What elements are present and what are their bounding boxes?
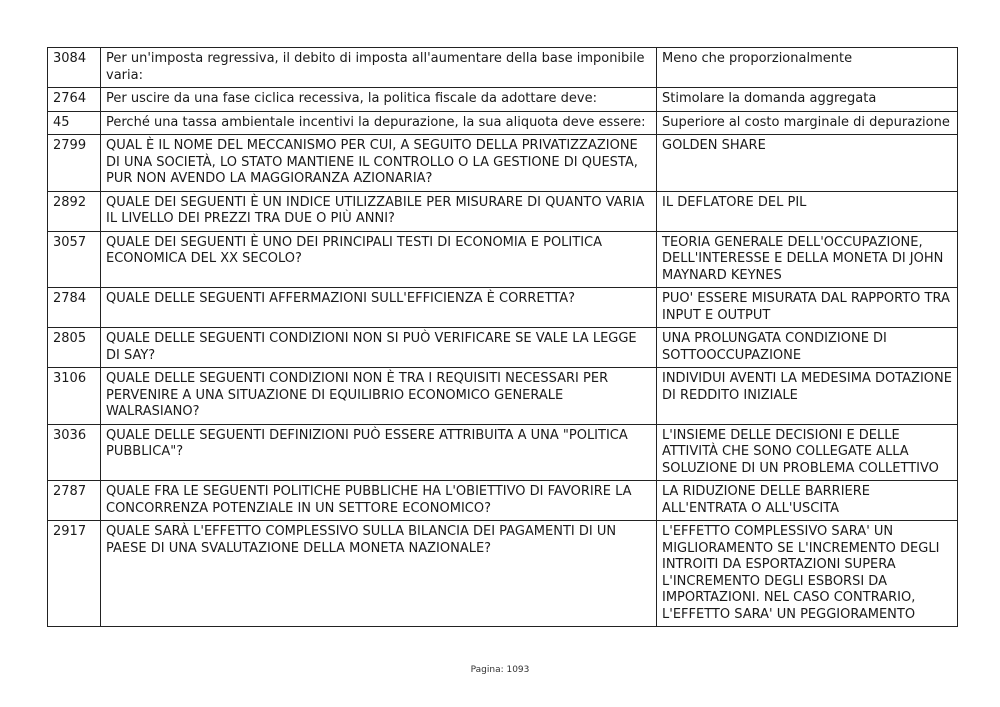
row-answer: GOLDEN SHARE [657,135,958,192]
row-id: 2917 [48,521,101,627]
row-answer: IL DEFLATORE DEL PIL [657,191,958,231]
row-answer: TEORIA GENERALE DELL'OCCUPAZIONE, DELL'INTERESSE E DELLA MONETA DI JOHN MAYNARD KEYNES [657,231,958,288]
table-row [48,48,958,88]
row-answer: PUO' ESSERE MISURATA DAL RAPPORTO TRA INPUT E OUTPUT [657,288,958,328]
row-question: Perché una tassa ambientale incentivi la depurazione, la sua aliquota deve essere: [101,111,657,135]
row-answer: LA RIDUZIONE DELLE BARRIERE ALL'ENTRATA O ALL'USCITA [657,481,958,521]
row-answer: Stimolare la domanda aggregata [657,88,958,112]
row-question: QUALE DELLE SEGUENTI AFFERMAZIONI SULL'EFFICIENZA È CORRETTA? [101,288,657,328]
row-id: 3084 [48,48,101,88]
table-row [48,328,958,368]
row-question: QUALE DELLE SEGUENTI CONDIZIONI NON È TRA I REQUISITI NECESSARI PER PERVENIRE A UNA SITUAZIONE DI EQUILIBRIO ECONOMICO GENERALE WALRASIANO? [101,368,657,425]
questions-table [47,47,958,627]
row-answer: Meno che proporzionalmente [657,48,958,88]
row-answer: Superiore al costo marginale di depurazione [657,111,958,135]
row-id: 3036 [48,424,101,481]
table-row [48,231,958,288]
row-question: QUALE DEI SEGUENTI È UN INDICE UTILIZZABILE PER MISURARE DI QUANTO VARIA IL LIVELLO DEI PREZZI TRA DUE O PIÙ ANNI? [101,191,657,231]
row-id: 3057 [48,231,101,288]
row-id: 3106 [48,368,101,425]
row-question: QUALE SARÀ L'EFFETTO COMPLESSIVO SULLA BILANCIA DEI PAGAMENTI DI UN PAESE DI UNA SVALUTAZIONE DELLA MONETA NAZIONALE? [101,521,657,627]
row-question: QUALE DEI SEGUENTI È UNO DEI PRINCIPALI TESTI DI ECONOMIA E POLITICA ECONOMICA DEL XX SECOLO? [101,231,657,288]
table-row [48,521,958,627]
row-id: 45 [48,111,101,135]
row-id: 2799 [48,135,101,192]
table-row [48,481,958,521]
row-id: 2784 [48,288,101,328]
row-question: Per un'imposta regressiva, il debito di imposta all'aumentare della base imponibile varia: [101,48,657,88]
table-row [48,111,958,135]
table-row [48,135,958,192]
row-answer: UNA PROLUNGATA CONDIZIONE DI SOTTOOCCUPAZIONE [657,328,958,368]
table-row [48,368,958,425]
row-question: Per uscire da una fase ciclica recessiva, la politica fiscale da adottare deve: [101,88,657,112]
row-question: QUALE DELLE SEGUENTI CONDIZIONI NON SI PUÒ VERIFICARE SE VALE LA LEGGE DI SAY? [101,328,657,368]
row-question: QUAL È IL NOME DEL MECCANISMO PER CUI, A SEGUITO DELLA PRIVATIZZAZIONE DI UNA SOCIETÀ, LO STATO MANTIENE IL CONTROLLO O LA GESTIONE DI QUESTA, PUR NON AVENDO LA MAGGIORANZA AZIONARIA? [101,135,657,192]
page-number: Pagina: 1093 [470,665,530,675]
row-id: 2787 [48,481,101,521]
table-row [48,88,958,112]
row-id: 2892 [48,191,101,231]
row-id: 2764 [48,88,101,112]
table-row [48,191,958,231]
row-id: 2805 [48,328,101,368]
row-answer: L'EFFETTO COMPLESSIVO SARA' UN MIGLIORAMENTO SE L'INCREMENTO DEGLI INTROITI DA ESPORTAZIONI SUPERA L'INCREMENTO DEGLI ESBORSI DA IMPORTAZIONI. NEL CASO CONTRARIO, L'EFFETTO SARA' UN PEGGIORAMENTO [657,521,958,627]
row-question: QUALE FRA LE SEGUENTI POLITICHE PUBBLICHE HA L'OBIETTIVO DI FAVORIRE LA CONCORRENZA POTENZIALE IN UN SETTORE ECONOMICO? [101,481,657,521]
row-question: QUALE DELLE SEGUENTI DEFINIZIONI PUÒ ESSERE ATTRIBUITA A UNA "POLITICA PUBBLICA"? [101,424,657,481]
row-answer: L'INSIEME DELLE DECISIONI E DELLE ATTIVITÀ CHE SONO COLLEGATE ALLA SOLUZIONE DI UN PROBLEMA COLLETTIVO [657,424,958,481]
row-answer: INDIVIDUI AVENTI LA MEDESIMA DOTAZIONE DI REDDITO INIZIALE [657,368,958,425]
table-row [48,288,958,328]
table-row [48,424,958,481]
